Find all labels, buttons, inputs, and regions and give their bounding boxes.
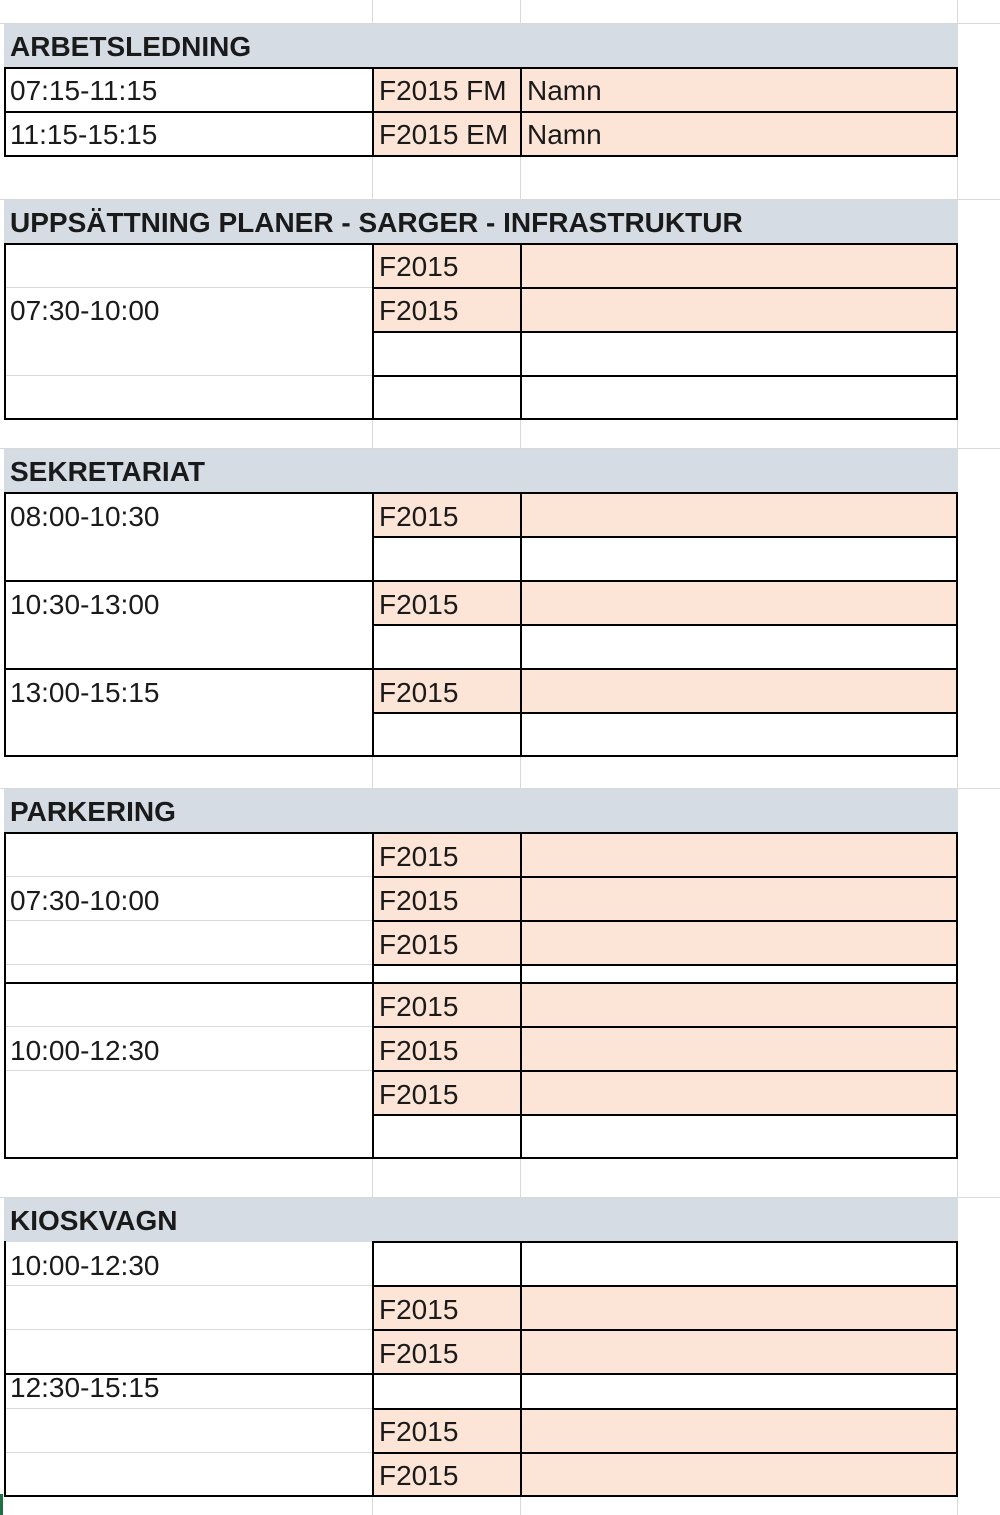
section-title-parkering: PARKERING (10, 796, 176, 827)
section-title-arbetsledning: ARBETSLEDNING (10, 31, 252, 62)
code-cell[interactable]: F2015 (379, 295, 459, 326)
gridline (4, 1329, 372, 1330)
gridline (4, 287, 372, 288)
name-cell[interactable]: Namn (527, 119, 602, 150)
code-cell[interactable]: F2015 (379, 677, 459, 708)
cell-border (372, 243, 374, 420)
time-cell[interactable]: 13:00-15:15 (10, 677, 160, 708)
cell-border (4, 1157, 958, 1159)
cell-border (4, 1495, 958, 1497)
cell-border (4, 982, 958, 984)
cell-border (372, 67, 374, 157)
cell-border (4, 832, 6, 1159)
selection-edge-marker (0, 1494, 3, 1515)
cell-border (4, 111, 958, 113)
code-cell[interactable]: F2015 (379, 991, 459, 1022)
cell-border (956, 243, 958, 420)
cell-border (520, 832, 522, 1159)
cell-border (520, 1241, 522, 1497)
name-cell[interactable]: Namn (527, 75, 602, 106)
gridline (4, 1026, 372, 1027)
cell-border (372, 876, 958, 878)
cell-border (372, 287, 958, 289)
time-cell[interactable]: 07:15-11:15 (10, 75, 158, 106)
cell-border (372, 331, 958, 333)
code-cell[interactable]: F2015 (379, 1416, 459, 1447)
code-cell[interactable]: F2015 EM (379, 119, 509, 150)
cell-border (372, 1114, 958, 1116)
assigned-cell-fill (373, 669, 957, 713)
cell-border (372, 832, 374, 1159)
code-cell[interactable]: F2015 (379, 589, 459, 620)
cell-border (372, 920, 958, 922)
cell-border (372, 375, 958, 377)
time-cell[interactable]: 07:30-10:00 (10, 885, 160, 916)
code-cell[interactable]: F2015 (379, 929, 459, 960)
gridline (4, 920, 372, 921)
cell-border (520, 492, 522, 757)
gridline (4, 964, 372, 965)
code-cell[interactable]: F2015 FM (379, 75, 507, 106)
cell-border (372, 964, 958, 966)
cell-border (956, 832, 958, 1159)
cell-border (956, 1241, 958, 1497)
gridline (4, 1070, 372, 1071)
cell-border (4, 243, 958, 245)
cell-border (956, 67, 958, 157)
cell-border (956, 492, 958, 757)
cell-border (372, 624, 958, 626)
cell-border (4, 668, 958, 670)
cell-border (372, 1026, 958, 1028)
code-cell[interactable]: F2015 (379, 841, 459, 872)
cell-border (4, 67, 958, 69)
time-cell[interactable]: 12:30-15:15 (10, 1372, 160, 1403)
assigned-cell-fill (373, 983, 957, 1115)
cell-border (4, 67, 6, 157)
cell-border (372, 1241, 958, 1243)
time-cell[interactable]: 10:00-12:30 (10, 1035, 160, 1066)
cell-border (4, 492, 6, 757)
assigned-cell-fill (373, 581, 957, 625)
time-cell[interactable]: 07:30-10:00 (10, 295, 160, 326)
code-cell[interactable]: F2015 (379, 1338, 459, 1369)
assigned-cell-fill (373, 493, 957, 537)
cell-border (372, 712, 958, 714)
assigned-cell-fill (373, 833, 957, 965)
gridline (4, 375, 372, 376)
section-title-kioskvagn: KIOSKVAGN (10, 1205, 178, 1236)
cell-border (4, 1241, 6, 1497)
cell-border (4, 418, 958, 420)
cell-border (520, 243, 522, 420)
cell-border (372, 1241, 374, 1497)
cell-border (372, 1285, 958, 1287)
cell-border (4, 243, 6, 420)
time-cell[interactable]: 10:30-13:00 (10, 589, 160, 620)
gridline (4, 1408, 372, 1409)
cell-border (372, 492, 374, 757)
cell-border (4, 755, 958, 757)
code-cell[interactable]: F2015 (379, 1079, 459, 1110)
cell-border (372, 536, 958, 538)
cell-border (4, 155, 958, 157)
gridline (4, 1285, 372, 1286)
cell-border (372, 1070, 958, 1072)
cell-border (4, 580, 958, 582)
code-cell[interactable]: F2015 (379, 1035, 459, 1066)
code-cell[interactable]: F2015 (379, 1460, 459, 1491)
time-cell[interactable]: 10:00-12:30 (10, 1250, 160, 1281)
cell-border (520, 67, 522, 157)
section-title-uppsattning: UPPSÄTTNING PLANER - SARGER - INFRASTRUKTUR (10, 207, 743, 238)
time-cell[interactable]: 08:00-10:30 (10, 501, 160, 532)
code-cell[interactable]: F2015 (379, 251, 459, 282)
gridline (4, 1452, 372, 1453)
time-cell[interactable]: 11:15-15:15 (10, 119, 158, 150)
code-cell[interactable]: F2015 (379, 501, 459, 532)
cell-border (372, 1408, 958, 1410)
cell-border (4, 492, 958, 494)
cell-border (372, 1329, 958, 1331)
code-cell[interactable]: F2015 (379, 1294, 459, 1325)
cell-border (372, 1452, 958, 1454)
section-title-sekretariat: SEKRETARIAT (10, 456, 205, 487)
gridline (4, 876, 372, 877)
code-cell[interactable]: F2015 (379, 885, 459, 916)
cell-border (4, 832, 958, 834)
